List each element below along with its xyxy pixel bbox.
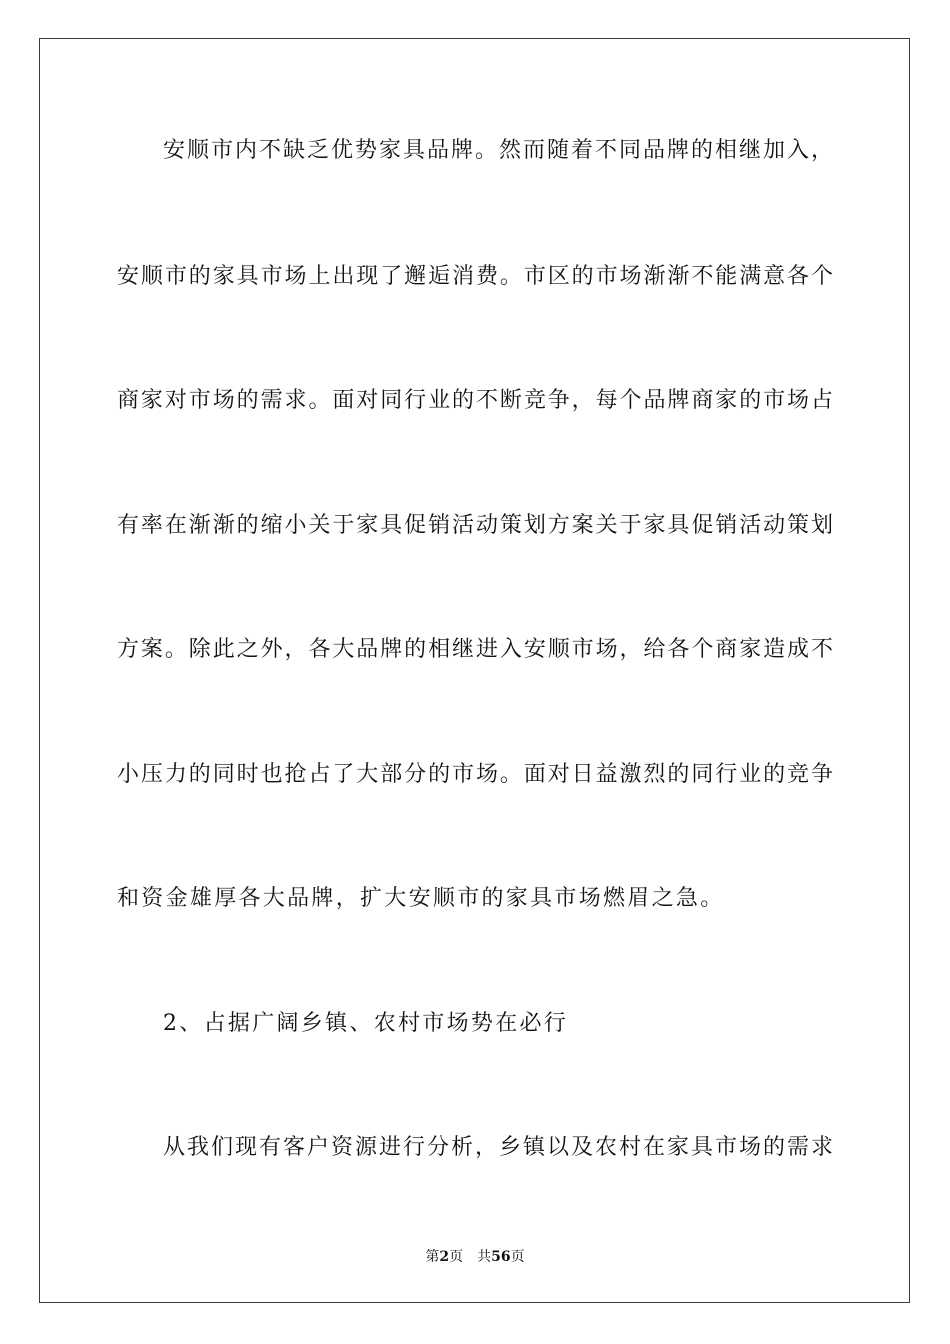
paragraph-line-5: 方案。除此之外，各大品牌的相继进入安顺市场，给各个商家造成不 [117,637,833,662]
total-prefix: 共 [477,1249,492,1265]
page-suffix: 页 [449,1249,464,1265]
total-suffix: 页 [510,1249,525,1265]
paragraph-line-7: 和资金雄厚各大品牌，扩大安顺市的家具市场燃眉之急。 [117,886,725,911]
page-number: 2 [439,1249,450,1265]
paragraph-line-3: 商家对市场的需求。面对同行业的不断竞争，每个品牌商家的市场占 [117,388,833,413]
paragraph-line-2: 安顺市的家具市场上出现了邂逅消费。市区的市场渐渐不能满意各个 [117,264,833,289]
paragraph-line-1: 安顺市内不缺乏优势家具品牌。然而随着不同品牌的相继加入， [163,138,833,163]
page-prefix: 第 [425,1249,440,1265]
total-pages: 56 [491,1249,511,1265]
section-heading: 2、占据广阔乡镇、农村市场势在必行 [163,1011,569,1036]
page-footer [0,1248,950,1266]
page-border [39,38,910,1303]
paragraph-line-8: 从我们现有客户资源进行分析，乡镇以及农村在家具市场的需求 [163,1135,833,1160]
paragraph-line-4: 有率在渐渐的缩小关于家具促销活动策划方案关于家具促销活动策划 [117,513,833,538]
paragraph-line-6: 小压力的同时也抢占了大部分的市场。面对日益激烈的同行业的竞争 [117,762,833,787]
